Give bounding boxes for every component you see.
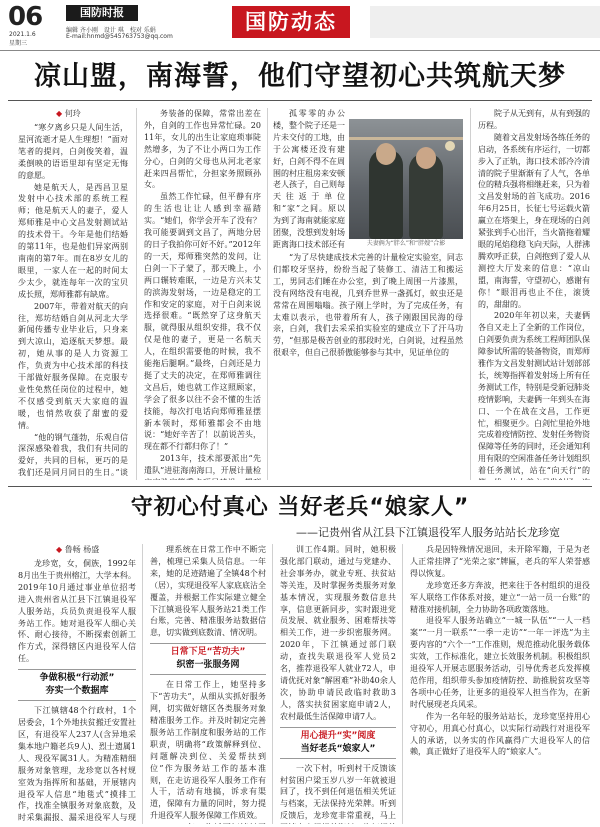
article2-subhead-2 bbox=[150, 643, 266, 675]
paragraph: 在日常工作上，她坚持多下“苦功夫”，从细从实抓好服务网，切实做好辖区各类服务对象精准服务工作。并及时制定完善服务站工作制度和服务站的工作职责，明确将“政策解释到位、问题解决到位、关爱帮扶到位”作为服务站工作的基本准则，在走访退役军人服务工作有人干，活动有地搞，诉求有渠道，保障有力量的同时，努力提升退役军人服务保障工作质效。 bbox=[150, 680, 266, 821]
article1-column-1 bbox=[18, 108, 128, 480]
subhead-red-line: 用心提升“实”阅度 bbox=[300, 730, 376, 741]
paragraph: 2020年年初以来，夫妻俩各自又走上了全新的工作岗位，白剑要负责为系统工程师团队保障参试所需的装备物资，而郑师雅作为文昌发射测试站计划部部长，统筹指挥着发射场上所有任务测试工作，特别是受新冠肺炎疫情影响，夫妻俩一年到头在海口、一个在战在文昌，工作更忙，相聚更少。白剑忙里抢外地完成着疫情防控、发射任务物资保障等任务的同时，还会通知利用有限的空闲准备任务计划组织着任务测试，站在“向天行”的 bbox=[478, 311, 590, 476]
paragraph: 下江镇辖48个行政村，1个居委会，1个外地扶贫搬迁安置社区，有退役军人237人(含异地采集本地户籍老兵9人)、烈士遗属1人、现役军属31人。为精准精细服务对象管理，龙珍宽以各村规室效为指挥所和基础，开展辖内退役军人信息“地毯式”摸排工作，找准全镇服务对象底数，及时采集漏报、漏采退役军人与现 bbox=[18, 706, 136, 823]
article1-headline: 凉山盟，南海誓，他们守望初心共筑航天梦 bbox=[34, 61, 566, 92]
issue-date: 2021.1.6 bbox=[9, 31, 36, 38]
photo-shelf bbox=[349, 137, 463, 140]
article2-column-3 bbox=[280, 544, 396, 824]
issue-weekday: 星期三 bbox=[9, 40, 28, 47]
headline-rule bbox=[8, 100, 592, 101]
paragraph: 她是航天人，是西昌卫星发射中心技术部的系统工程师；他是航天人的妻子，爱人郑师雅是中心文昌发射测试站的技术骨干。今年是他们结婚的第11年，也是他们异家两别南南的第7年。而在8岁女儿的眼里，一家人在一起的时间太少太少，就连每年一次的宝贝成长照，郑师雅都有缺席。 bbox=[18, 182, 128, 299]
byline-marker-icon: ◆ bbox=[56, 109, 63, 118]
column-divider bbox=[142, 544, 143, 824]
article1-column-3 bbox=[273, 252, 463, 480]
article2-column-2 bbox=[150, 544, 266, 824]
article2-subheadline: ——记贵州省从江县下江镇退役军人服务站站长龙珍宽 bbox=[296, 526, 560, 539]
paragraph: 一次下村，听到村干反馈该村贫困户梁玉岁八岁一年就被退回了，找不到任何退伍相关凭证与档案，无法保持光荣牌。听到反馈后，龙珍宽非常重视，马上 bbox=[280, 763, 396, 821]
article2-byline bbox=[18, 544, 136, 558]
paragraph: 2013年，技术部要派出“先遣队”进驻海南海口，开展计量检 bbox=[144, 454, 261, 476]
couple-photo bbox=[349, 119, 463, 239]
column-divider bbox=[402, 544, 403, 824]
photo-lamp bbox=[445, 141, 455, 151]
paragraph bbox=[150, 822, 266, 824]
paragraph: 孤零零的办公楼，整个院子还是一片未交付的工地，由于公寓楼还没有建好，白剑不得不在周围的村庄租房来安顿老人孩子，自己则每天往返于单位和“家”之间。原以为到了海南就能家庭团聚，没想到发射场距离海口技术部还有 bbox=[273, 109, 345, 248]
article2-column-1 bbox=[18, 544, 136, 824]
subhead-black-line: 当好老兵“娘家人” bbox=[300, 743, 376, 754]
paragraph: 龙珍宽还多方奔波，把来往于各村组织的退役军人联络工作体系对接，建立“一站一员一台账”的精准对接机制，全力协助各项政策落地。 bbox=[410, 580, 590, 614]
column-divider bbox=[267, 108, 268, 480]
paragraph: “为了尽快建成技术完善的计量检定实验室，同志们都咬牙坚持，纷纷当起了装修工、清洁工和搬运工，男同志们睡在办公室，到了晚上周围一片漆黑，没有网络没有电视，几到乔世界一盏孤灯，蚊虫还是常常在周围嗡嗡。孩子刚上学时，为了完成任务，有太难以表示，也带着所有人，孩子刚跟国民海的母亲，白剑，我们去采采拍实验室的建成立下了汗马功劳，“但那是极苦创业的那段时光，白剑说，过程虽然很艰辛，但自己很骄傲能够参与其中，见证单位的 bbox=[273, 253, 463, 358]
article2-column-4 bbox=[410, 544, 590, 824]
column-divider bbox=[136, 108, 137, 480]
newspaper-logo: 国防时报 bbox=[66, 5, 138, 21]
article2-author: 鲁畅 杨盛 bbox=[64, 545, 100, 554]
subhead-black-line: 织密一张服务网 bbox=[176, 660, 240, 671]
article1-byline bbox=[18, 108, 128, 122]
paragraph: 龙珍宽，女，侗族，1992年8月出生于贵州榕江，大学本科。2019年10月通过事业单位招考进入贵州省从江县下江镇退役军人服务站，兵员负责退役军人服务站工作。她对退役军人细心关怀、耐心接待，不断探索创新工作方式，深得辖区内退役军人信任。 bbox=[18, 559, 136, 664]
paragraph: “寒夕离乡只是人间生活，星河流逝才是人生理想！”面对笔者的提问，白剑俊笑着，温柔倒映的语语里却有坚定无悔的意愿。 bbox=[18, 123, 128, 180]
email-line: E-mail:hnmd@545763753@qq.com bbox=[66, 33, 173, 40]
article2-subhead-1: 争做积极“行动派” 夯实一个数据库 bbox=[18, 669, 136, 701]
photo-person-right-head bbox=[416, 147, 436, 169]
paragraph: 兵是因特殊情况退回，未开除军籍，于是为老人正常挂牌了“光荣之家”牌匾，老兵的军人荣誉感得以恢复。 bbox=[410, 545, 590, 578]
article2-headline: 守初心付真心 当好老兵“娘家人” bbox=[130, 495, 470, 520]
editor-line: 编辑 齐小刚 设计 琪 校对 乐娟 bbox=[66, 27, 156, 34]
column-divider bbox=[470, 108, 471, 480]
masthead-band bbox=[370, 6, 600, 38]
masthead-divider bbox=[0, 50, 600, 51]
paragraph: 随着文昌发射场各练任务的启动，各系统有序运行，一切都步入了正轨，海口技术部冷冷清清的院子里渐渐有了人气，各单位的精兵强将相继赶来，只为着文昌发射场的首飞成功。2016年6月25日，长征七号运载火箭赢立在塔架上，身在现场的白剑紧张到手心出汗，当火箭拖着耀眼的尾焰稳稳飞向天际，人群沸腾欢呼正获，白剑抱到了爱人从测控大厅发来的信息：“凉山盟，南海誓，守望初心，感谢有你！”眼泪再也止不住，滚烫的，甜甜的。 bbox=[478, 132, 590, 309]
paragraph: 训工作4期。同时，她积极强化部门联动，通过与党建办、社会事务办，就业专班、扶贫站等关连，及时掌握务类服务对象基本情况，实现服务数信息共享，信息更新同步，实时跟进党员发展、就业服务、困难帮扶等相关工作，进一步织密服务网。2020年，下江镇通过部门联动，查找失联退役军人党员2名，推荐退役军人就业72人，申请优抚对象“解困难”补助40余人次，协助申请民政临时救助3人，落实扶贫困家庭申请2人，农村最低生活保障申请7人。 bbox=[280, 545, 396, 721]
paragraph: “他的钢气蓬勃，乐观自信深深感染着我，我们有共同的爱好，共同的目标，更巧的是我们还是同月同日的生日。”谈 bbox=[18, 432, 128, 478]
byline-marker-icon: ◆ bbox=[56, 545, 63, 554]
photo-caption: 夫妻俩为“胖么”和“胖嫂”合影 bbox=[366, 240, 446, 247]
article1-column-4 bbox=[478, 108, 590, 480]
photo-person-left-head bbox=[376, 143, 396, 165]
masthead bbox=[0, 0, 600, 58]
article2-subhead-3 bbox=[280, 727, 396, 759]
article1-author: 何玲 bbox=[64, 109, 81, 118]
section-title: 国防动态 bbox=[232, 6, 350, 38]
paragraph: 院子从无到有，从有到强的历程。 bbox=[478, 109, 590, 130]
paragraph: 2007年，带着对航天的向往，郑坊结婚自剑从河北大学新闻传播专业毕业后，只身来到大凉山，追逐航天梦想。最初，她从事的是人力资源工作，负责为中心技术部的科技干部做好服务保障。在克服专业性免熬任岗位的过程中，她不仅感受到航天大家庭的温暖，也悄然收获了甜蜜的爱情。 bbox=[18, 301, 128, 430]
article-divider bbox=[8, 486, 592, 487]
article1-column-3-top bbox=[273, 108, 345, 248]
paragraph: 作为一名年轻的服务站站长，龙珍宽坚持用心守初心，用真心付真心，以实际行动践行对退役军人的承诺，以务实的作风赢得广大退役军人的信赖，真正做好了退役军人的“娘家人”。 bbox=[410, 711, 590, 757]
article1-column-2 bbox=[144, 108, 261, 480]
paragraph: 理系统在日常工作中不断完善，梳理已采集人员信息。一年来，她的足迹踏遍了全镇48个村（居），实现退役军人家底底沾全覆盖，并根据工作实际建立健全下江镇退役军人服务站21类工作台账，完善、精准服务站数据信息，切实做到底数清、情况明。 bbox=[150, 545, 266, 638]
page-number: 06 bbox=[8, 2, 43, 32]
subhead-red-line: 日常下足“苦功夫” bbox=[170, 647, 246, 658]
paragraph: 虽然工作忙碌，但平静有序的生活也让让人感到幸福踏实。“她们，你学会开车了没有？我可能要调到文昌了，两地分居的日子我拍你可好不好。”2012年的一天，郑师雅突然的发问，让白剑一下子蒙了，那天晚上，小两口辗转难眠，一边是方兴未艾的滨海发射场，一边是稳定的工作和安定的家庭，对于白剑来说选择很难。“既然穿了这身航天服，就得服从组织安排，我不仅仅是他的妻子，更是一名航天人，在组织需要他的时候，我不能拖后腿啊。”最终，白剑还是力挺了丈夫的决定，在郑师雅调往文昌后，她也就工作这照顾家，学会了很多以往不会不懂的生活技能，每次打电话向郑师雅显摆新本领时，郑师雅都会不由地说：“她好辛苦了！以前说苦头，现在都不行都归你了！” bbox=[144, 192, 261, 452]
paragraph: 退役军人服务站确立“一城一队伍”“一人一档案”“一月一联系”“一季一走访”“一年一评选”为主要内容的“六个一”工作准则，规范推动化服务载体实效，工作标准化，建立长效服务机制。积极组织退役军人开展志愿服务活动，引导优秀老兵发挥模范作用，组织带头参加疫情防控、助推脱贫攻坚等各项中心任务，让更多的退役军人担当作为，在新时代展现老兵风采。 bbox=[410, 616, 590, 709]
column-divider bbox=[272, 544, 273, 824]
paragraph: 务装备的保障，常常出差在外，自剑的工作也异常忙碌。2011年，女儿的出生让家庭琐事陡然增多，为了不让小两口为工作分心，白剑的父母也从河北老家赶来四昌帮忙，分担家务照顾孙女。 bbox=[144, 109, 261, 190]
